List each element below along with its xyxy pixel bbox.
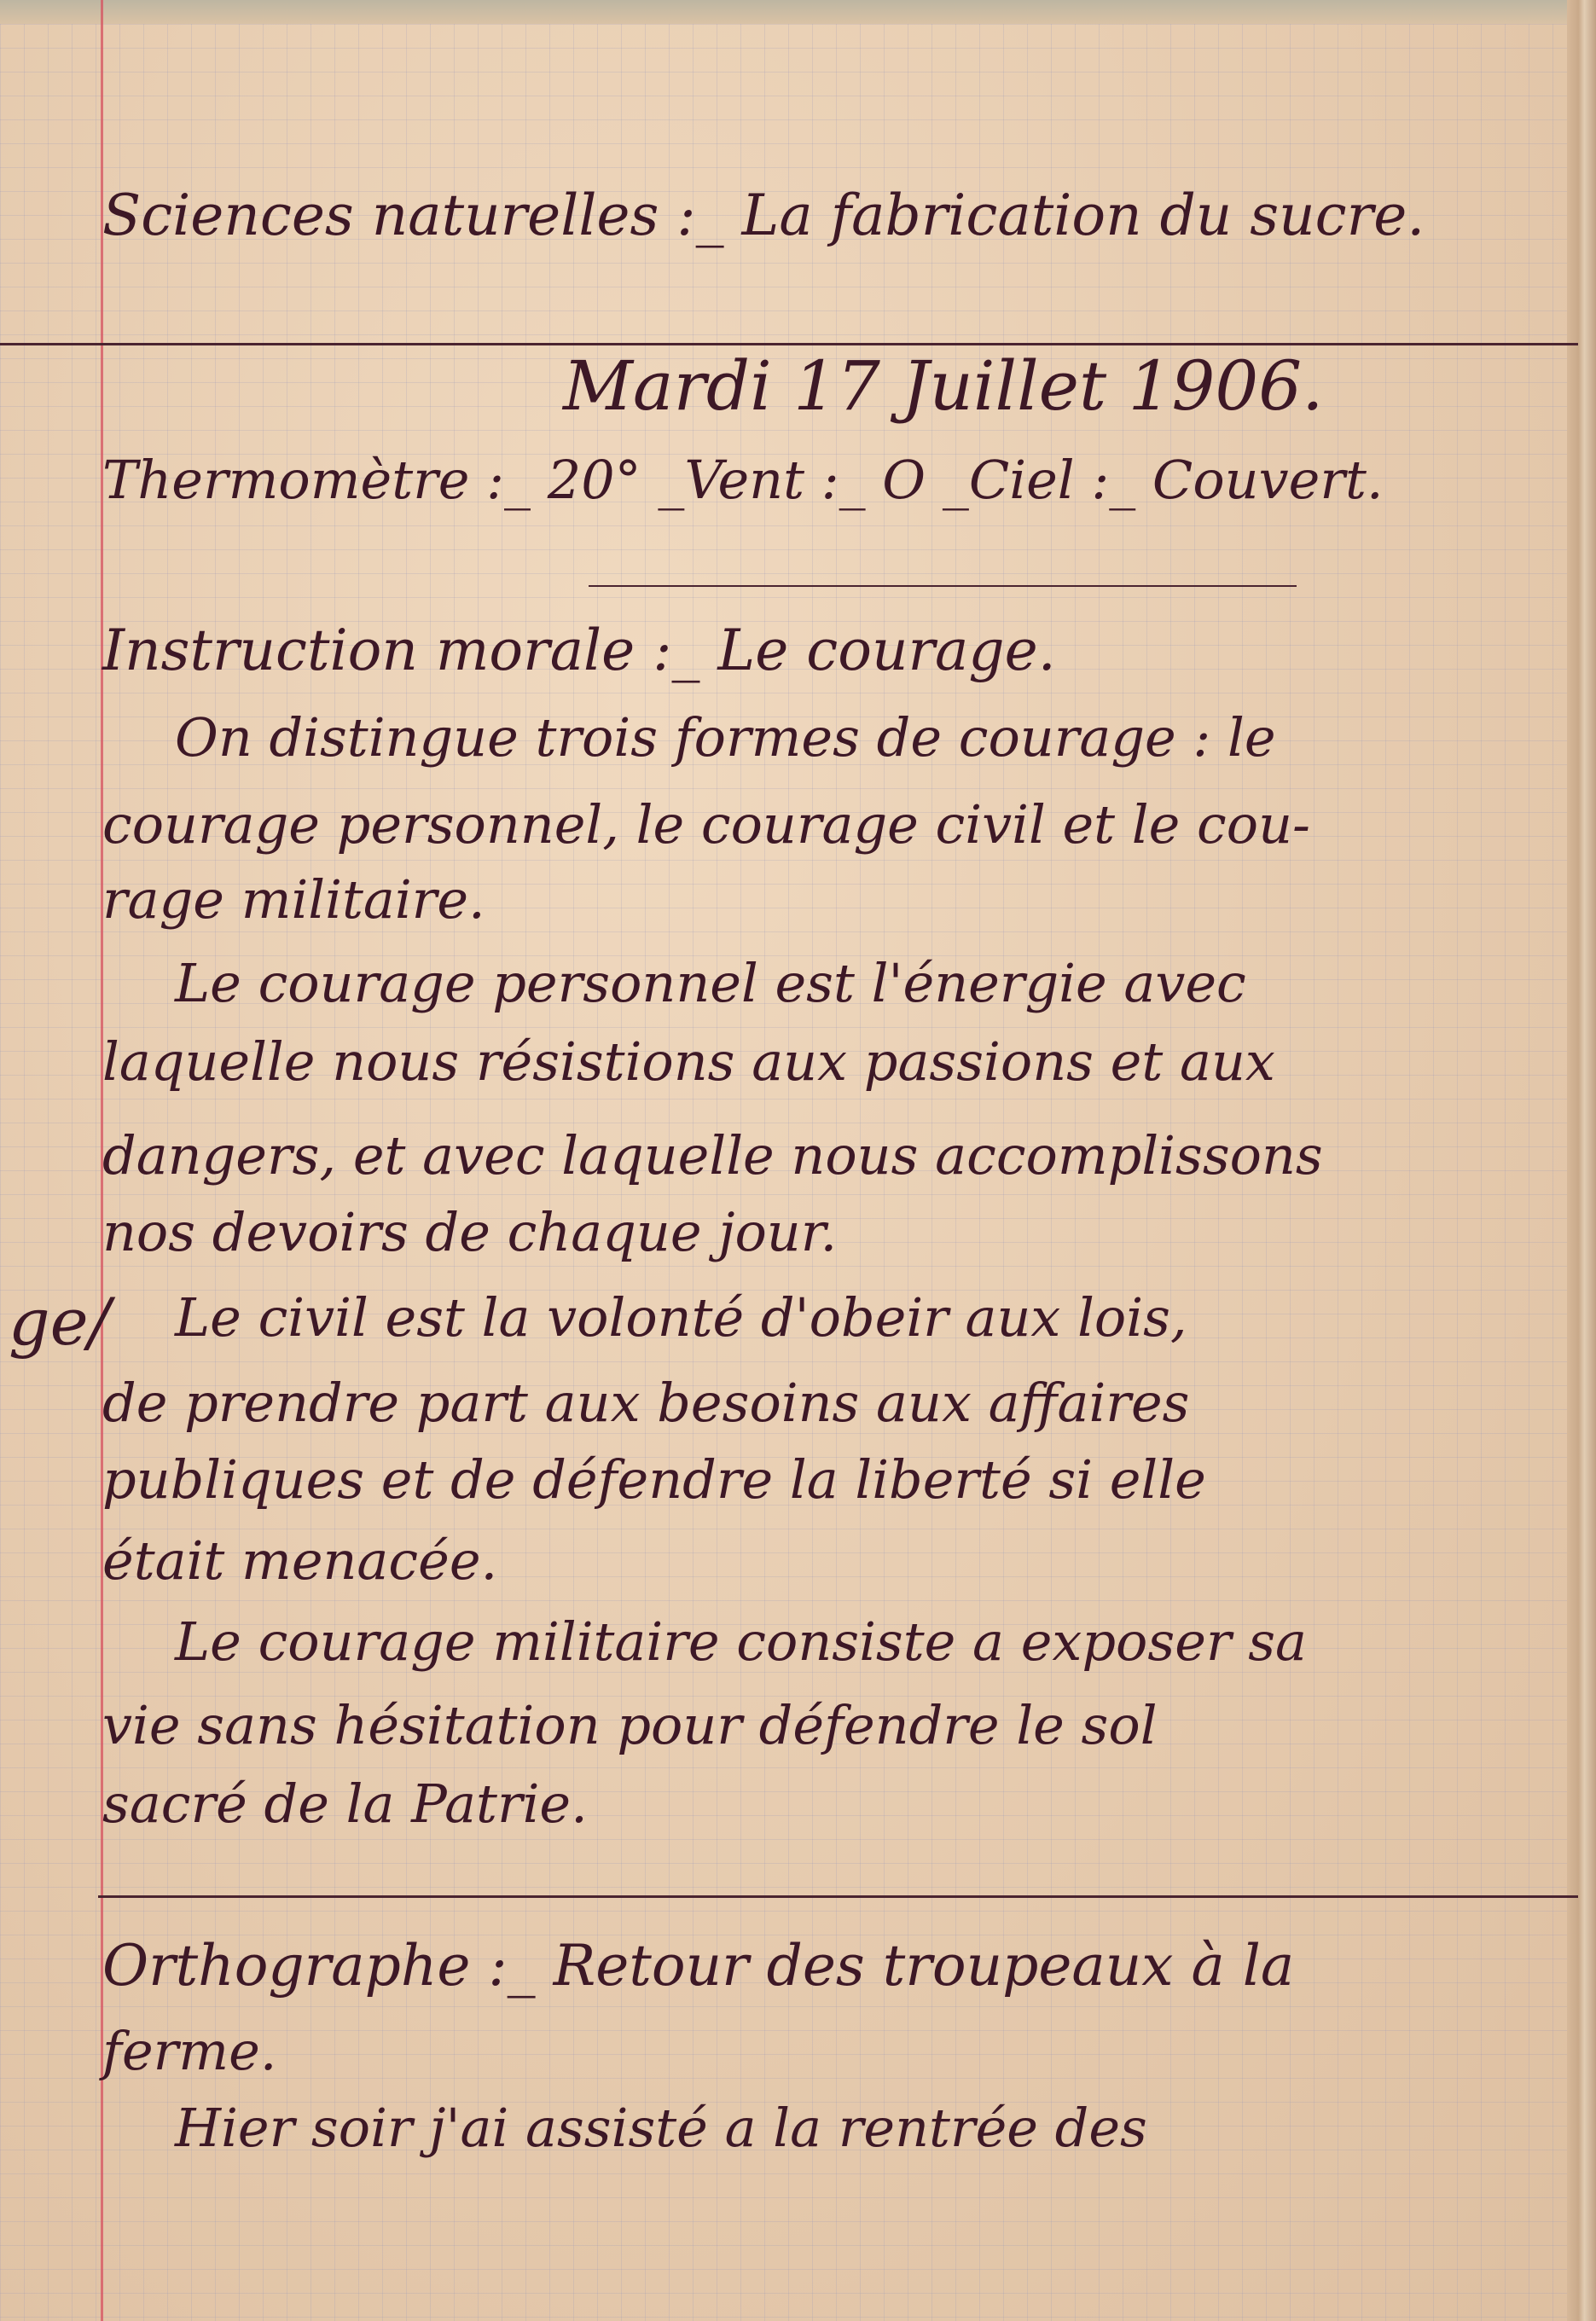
margin-correction-note: ge/ <box>9 1284 111 1360</box>
moral-line-9: de prendre part aux besoins aux affaires <box>102 1372 1190 1434</box>
dictation-line-1: ferme. <box>102 2020 277 2082</box>
moral-heading: Instruction morale :_ Le courage. <box>102 618 1056 683</box>
moral-line-6: dangers, et avec laquelle nous accomplissons <box>102 1124 1323 1187</box>
moral-line-8: Le civil est la volonté d'obeir aux lois, <box>175 1286 1187 1349</box>
date-line: Mardi 17 Juillet 1906. <box>563 346 1324 426</box>
moral-line-7: nos devoirs de chaque jour. <box>102 1201 838 1263</box>
moral-line-14: sacré de la Patrie. <box>102 1773 588 1835</box>
moral-line-2: courage personnel, le courage civil et le cou- <box>102 793 1310 856</box>
moral-line-11: était menacée. <box>102 1529 498 1592</box>
dictation-line-2: Hier soir j'ai assisté a la rentrée des <box>175 2097 1147 2159</box>
page-top-edge <box>0 0 1596 24</box>
section-separator <box>98 1895 1578 1898</box>
moral-line-10: publiques et de défendre la liberté si elle <box>102 1448 1206 1511</box>
moral-line-5: laquelle nous résistions aux passions et aux <box>102 1030 1275 1093</box>
dictation-heading: Orthographe :_ Retour des troupeaux à la <box>102 1933 1295 1999</box>
title-underline <box>0 343 1578 345</box>
weather-line: Thermomètre :_ 20° _Vent :_ O _Ciel :_ Couvert. <box>102 449 1384 511</box>
moral-line-12: Le courage militaire consiste a exposer sa <box>175 1610 1308 1673</box>
moral-line-1: On distingue trois formes de courage : le <box>175 706 1276 769</box>
title-line: Sciences naturelles :_ La fabrication du sucre. <box>102 183 1425 248</box>
date-separator <box>589 585 1297 587</box>
moral-line-3: rage militaire. <box>102 868 485 931</box>
page-right-edge <box>1567 0 1596 2321</box>
moral-line-4: Le courage personnel est l'énergie avec <box>175 952 1246 1014</box>
moral-line-13: vie sans hésitation pour défendre le sol <box>102 1694 1158 1756</box>
